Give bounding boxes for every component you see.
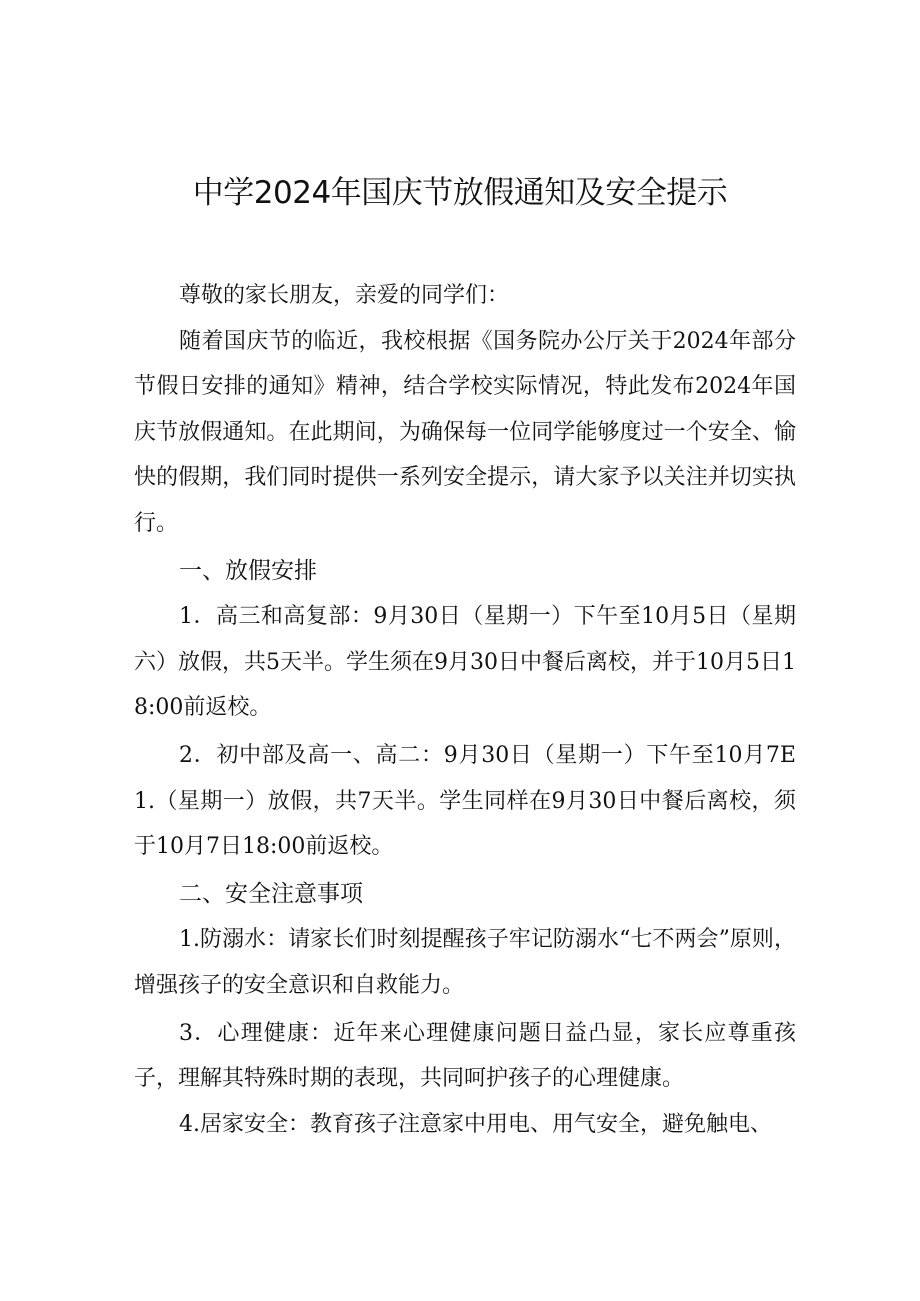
schedule-item-senior-three: 1．高三和高复部：9月30日（星期一）下午至10月5日（星期六）放假，共5天半。学生须在9月30日中餐后离校，并于10月5日18:00前返校。 [134, 604, 796, 721]
section-heading-holiday-schedule: 一、放假安排 [179, 557, 317, 584]
safety-item-mental-health: 3．心理健康：近年来心理健康问题日益凸显，家长应尊重孩子，理解其特殊时期的表现，共同呵护孩子的心理健康。 [134, 1020, 796, 1092]
document-body [134, 273, 796, 1147]
intro-paragraph: 随着国庆节的临近，我校根据《国务院办公厅关于2024年部分节假日安排的通知》精神，结合学校实际情况，特此发布2024年国庆节放假通知。在此期间，为确保每一位同学能够度过一个安全、愉快的假期，我们同时提供一系列安全提示，请大家予以关注并切实执行。 [134, 328, 796, 536]
section-heading-safety-notes: 二、安全注意事项 [179, 880, 363, 907]
safety-item-drowning: 1.防溺水：请家长们时刻提醒孩子牢记防溺水“七不两会”原则，增强孩子的安全意识和自救能力。 [134, 927, 796, 998]
document-title: 中学2024年国庆节放假通知及安全提示 [192, 175, 728, 211]
schedule-item-junior-and-grades: 2．初中部及高一、高二：9月30日（星期一）下午至10月7E1.（星期一）放假，共7天半。学生同样在9月30日中餐后离校，须于10月7日18:00前返校。 [134, 742, 796, 860]
salutation: 尊敬的家长朋友，亲爱的同学们： [179, 283, 510, 308]
safety-item-home-safety: 4.居家安全：教育孩子注意家中用电、用气安全，避免触电、 [179, 1111, 772, 1137]
